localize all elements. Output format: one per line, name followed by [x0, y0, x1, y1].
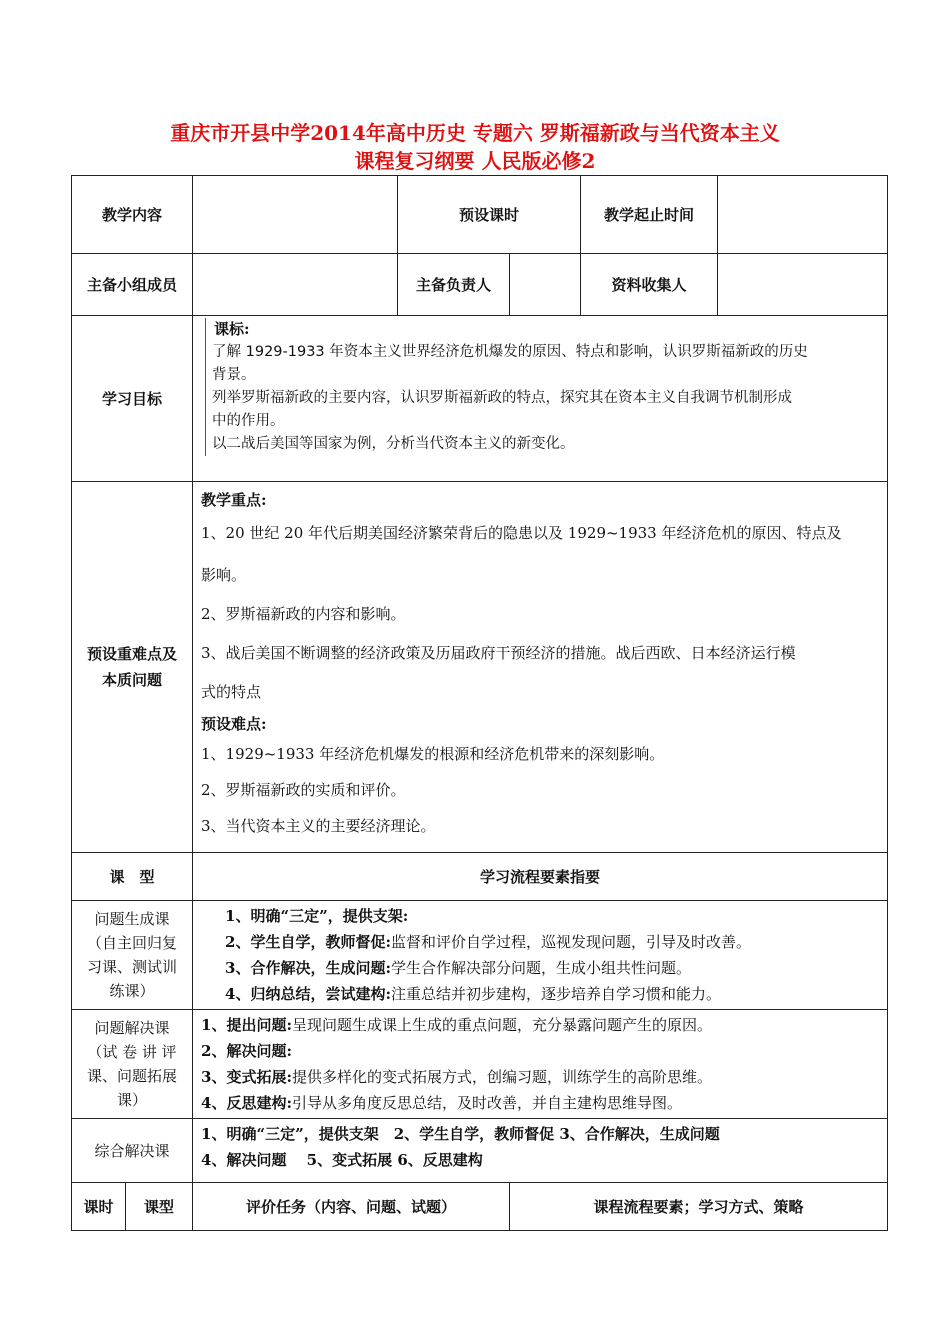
solving-steps — [193, 1010, 888, 1119]
focus-item: 2、罗斯福新政的内容和影响。 — [201, 605, 406, 623]
objectives-content — [193, 316, 888, 482]
elements-header: 课程流程要素；学习方式、策略 — [510, 1183, 888, 1231]
step-title: 1、提出问题: — [201, 1016, 292, 1034]
generation-label-line: （自主回归复 — [87, 934, 178, 952]
objectives-label: 学习目标 — [72, 316, 193, 482]
key-points-content — [193, 482, 888, 853]
step-text: 提供多样化的变式拓展方式，创编习题，训练学生的高阶思维。 — [292, 1068, 713, 1086]
row-question-solving — [72, 1010, 888, 1119]
solving-label-line: 课） — [117, 1091, 148, 1109]
step-title: 4、归纳总结，尝试建构: — [225, 985, 391, 1003]
objective-line: 列举罗斯福新政的主要内容，认识罗斯福新政的特点，探究其在资本主义自我调节机制形成 — [212, 390, 793, 406]
teaching-content-label: 教学内容 — [72, 176, 193, 254]
lead-person-value[interactable] — [510, 254, 581, 316]
step-title: 4、反思建构: — [201, 1094, 292, 1112]
solving-label-line: 问题解决课 — [94, 1019, 170, 1037]
objective-line: 了解 1929-1933 年资本主义世界经济危机爆发的原因、特点和影响，认识罗斯福新政的历史 — [212, 344, 808, 360]
comprehensive-label: 综合解决课 — [72, 1119, 193, 1183]
focus-item: 1、20 世纪 20 年代后期美国经济繁荣背后的隐患以及 1929~1933 年经济危机的原因、特点及 — [201, 524, 842, 542]
flow-step — [225, 903, 879, 929]
teaching-period-value[interactable] — [718, 176, 888, 254]
row-course-type — [72, 853, 888, 901]
difficulty-item: 1、1929~1933 年经济危机爆发的根源和经济危机带来的深刻影响。 — [201, 745, 665, 763]
task-header: 评价任务（内容、问题、试题） — [193, 1183, 510, 1231]
row-group-members — [72, 254, 888, 316]
flow-step — [201, 1090, 879, 1116]
flow-step — [201, 1064, 879, 1090]
objectives-heading: 课标: — [214, 320, 250, 338]
focus-item: 3、战后美国不断调整的经济政策及历届政府干预经济的措施。战后西欧、日本经济运行模 — [201, 644, 796, 662]
flow-step — [225, 955, 879, 981]
key-points-label-line2: 本质问题 — [102, 671, 163, 689]
step-text: 监督和评价自学过程，巡视发现问题，引导及时改善。 — [391, 933, 752, 951]
preset-hours-label: 预设课时 — [398, 176, 581, 254]
focus-item: 影响。 — [201, 566, 247, 584]
type-header: 课型 — [126, 1183, 193, 1231]
objective-line: 中的作用。 — [212, 413, 285, 429]
step-text: 引导从多角度反思总结，及时改善，并自主建构思维导图。 — [292, 1094, 683, 1112]
solving-label — [72, 1010, 193, 1119]
row-question-generation — [72, 901, 888, 1010]
difficulty-heading: 预设难点: — [201, 715, 267, 733]
focus-heading: 教学重点: — [201, 491, 267, 509]
document-title-line1: 重庆市开县中学2014年高中历史 专题六 罗斯福新政与当代资本主义 — [170, 121, 780, 145]
course-type-label: 课 型 — [72, 853, 193, 901]
step-title: 3、合作解决，生成问题: — [225, 959, 391, 977]
group-members-label: 主备小组成员 — [72, 254, 193, 316]
focus-item: 式的特点 — [201, 683, 262, 701]
objective-line: 以二战后美国等国家为例，分析当代资本主义的新变化。 — [212, 436, 575, 452]
step-text: 注重总结并初步建构，逐步培养自学习惯和能力。 — [391, 985, 722, 1003]
material-collector-value[interactable] — [718, 254, 888, 316]
flow-header: 学习流程要素指要 — [193, 853, 888, 901]
generation-label-line: 习课、测试训 — [87, 958, 178, 976]
row-footer-header — [72, 1183, 888, 1231]
row-key-points — [72, 482, 888, 853]
document-title-line2: 课程复习纲要 人民版必修2 — [354, 149, 596, 173]
step-title: 3、变式拓展: — [201, 1068, 292, 1086]
group-members-value[interactable] — [193, 254, 398, 316]
step-text: 学生合作解决部分问题，生成小组共性问题。 — [391, 959, 692, 977]
step-title: 1、明确“三定”，提供支架: — [225, 907, 409, 925]
flow-step — [225, 981, 879, 1007]
row-comprehensive — [72, 1119, 888, 1183]
generation-label — [72, 901, 193, 1010]
generation-steps — [193, 901, 888, 1010]
comprehensive-line1: 1、明确“三定”，提供支架 2、学生自学，教师督促 3、合作解决，生成问题 — [201, 1125, 720, 1143]
material-collector-label: 资料收集人 — [581, 254, 718, 316]
objective-line: 背景。 — [212, 367, 256, 383]
step-title: 2、解决问题: — [201, 1042, 292, 1060]
hours-header: 课时 — [72, 1183, 126, 1231]
key-points-label-line1: 预设重难点及 — [87, 645, 178, 663]
comprehensive-steps — [193, 1119, 888, 1183]
difficulty-item: 2、罗斯福新政的实质和评价。 — [201, 781, 406, 799]
lead-person-label: 主备负责人 — [398, 254, 510, 316]
lesson-plan-table — [71, 175, 888, 1231]
flow-step — [201, 1038, 879, 1064]
step-text: 呈现问题生成课上生成的重点问题，充分暴露问题产生的原因。 — [292, 1016, 713, 1034]
flow-step — [201, 1012, 879, 1038]
solving-label-line: 课、问题拓展 — [87, 1067, 178, 1085]
difficulty-item: 3、当代资本主义的主要经济理论。 — [201, 817, 436, 835]
solving-label-line: （试 卷 讲 评 — [87, 1043, 177, 1061]
row-teaching-content — [72, 176, 888, 254]
teaching-content-value[interactable] — [193, 176, 398, 254]
step-title: 2、学生自学，教师督促: — [225, 933, 391, 951]
comprehensive-line2: 4、解决问题 5、变式拓展 6、反思建构 — [201, 1151, 483, 1169]
teaching-period-label: 教学起止时间 — [581, 176, 718, 254]
key-points-label — [72, 482, 193, 853]
flow-step — [225, 929, 879, 955]
generation-label-line: 练课） — [109, 982, 155, 1000]
row-objectives — [72, 316, 888, 482]
generation-label-line: 问题生成课 — [94, 910, 170, 928]
